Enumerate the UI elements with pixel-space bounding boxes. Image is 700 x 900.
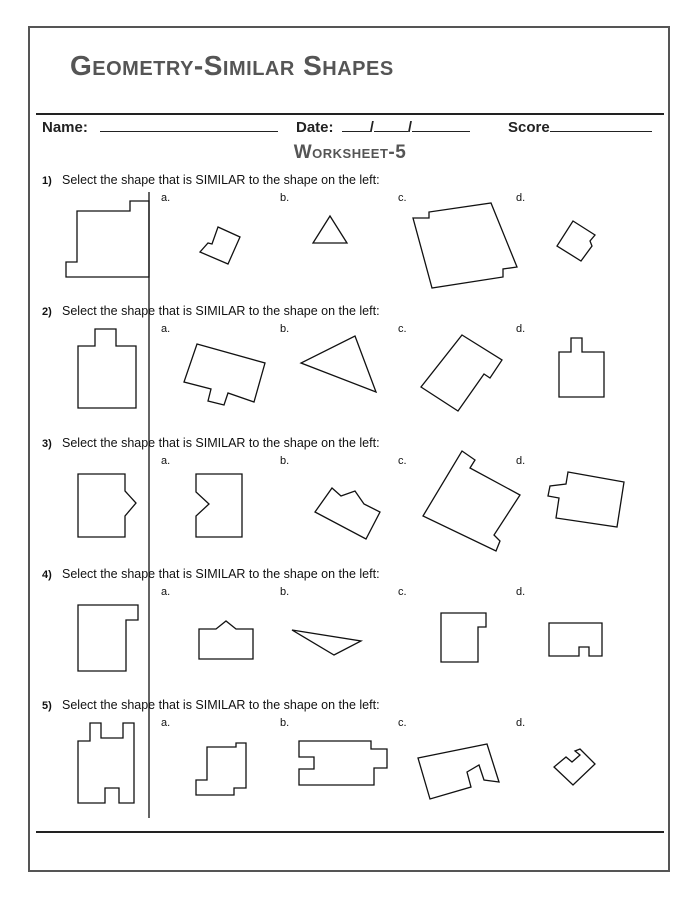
name-label: Name:	[42, 119, 88, 136]
date-label: Date:	[296, 119, 334, 136]
option-label-c[interactable]: c.	[398, 717, 407, 729]
question-text: Select the shape that is SIMILAR to the shape on the left:	[62, 567, 380, 581]
answer-shape-a[interactable]	[200, 227, 240, 264]
option-label-a[interactable]: a.	[161, 717, 171, 729]
answer-shape-c[interactable]	[423, 451, 520, 551]
question-number: 3)	[42, 438, 52, 450]
reference-shape	[78, 329, 136, 408]
answer-shape-a[interactable]	[196, 474, 242, 537]
option-label-b[interactable]: b.	[280, 586, 290, 598]
option-label-d[interactable]: d.	[516, 717, 526, 729]
option-label-c[interactable]: c.	[398, 586, 407, 598]
answer-shape-d[interactable]	[549, 623, 602, 656]
option-label-b[interactable]: b.	[280, 192, 290, 204]
question-text: Select the shape that is SIMILAR to the shape on the left:	[62, 698, 380, 712]
answer-shape-c[interactable]	[413, 203, 517, 288]
option-label-a[interactable]: a.	[161, 323, 171, 335]
worksheet-label: Worksheet-5	[293, 142, 407, 163]
option-label-c[interactable]: c.	[398, 455, 407, 467]
option-label-a[interactable]: a.	[161, 192, 171, 204]
answer-shape-c[interactable]	[421, 335, 502, 411]
answer-shape-b[interactable]	[315, 488, 380, 539]
reference-shape	[78, 605, 138, 671]
answer-shape-d[interactable]	[548, 472, 624, 527]
option-label-d[interactable]: d.	[516, 455, 526, 467]
answer-shape-a[interactable]	[196, 743, 246, 795]
option-label-d[interactable]: d.	[516, 192, 526, 204]
question-text: Select the shape that is SIMILAR to the shape on the left:	[62, 173, 380, 187]
answer-shape-b[interactable]	[313, 216, 347, 243]
option-label-d[interactable]: d.	[516, 586, 526, 598]
option-label-a[interactable]: a.	[161, 455, 171, 467]
answer-shape-c[interactable]	[441, 613, 486, 662]
reference-shape	[78, 474, 136, 537]
question-number: 1)	[42, 175, 52, 187]
date-separator: /	[407, 119, 413, 136]
question-number: 4)	[42, 569, 52, 581]
option-label-b[interactable]: b.	[280, 323, 290, 335]
answer-shape-d[interactable]	[559, 338, 604, 397]
option-label-b[interactable]: b.	[280, 455, 290, 467]
answer-shape-b[interactable]	[299, 741, 387, 785]
page-title: Geometry-Similar Shapes	[70, 50, 394, 81]
answer-shape-d[interactable]	[557, 221, 595, 261]
option-label-c[interactable]: c.	[398, 323, 407, 335]
option-label-a[interactable]: a.	[161, 586, 171, 598]
question-number: 2)	[42, 306, 52, 318]
option-label-b[interactable]: b.	[280, 717, 290, 729]
answer-shape-b[interactable]	[292, 630, 361, 655]
reference-shape	[78, 723, 134, 803]
answer-shape-c[interactable]	[418, 744, 499, 799]
question-text: Select the shape that is SIMILAR to the shape on the left:	[62, 304, 380, 318]
option-label-d[interactable]: d.	[516, 323, 526, 335]
question-text: Select the shape that is SIMILAR to the shape on the left:	[62, 436, 380, 450]
answer-shape-a[interactable]	[199, 621, 253, 659]
answer-shape-b[interactable]	[301, 336, 376, 392]
score-label: Score	[508, 119, 550, 136]
question-number: 5)	[42, 700, 52, 712]
option-label-c[interactable]: c.	[398, 192, 407, 204]
answer-shape-d[interactable]	[554, 749, 595, 785]
answer-shape-a[interactable]	[184, 344, 265, 405]
reference-shape	[66, 201, 149, 277]
date-separator: /	[369, 119, 374, 136]
